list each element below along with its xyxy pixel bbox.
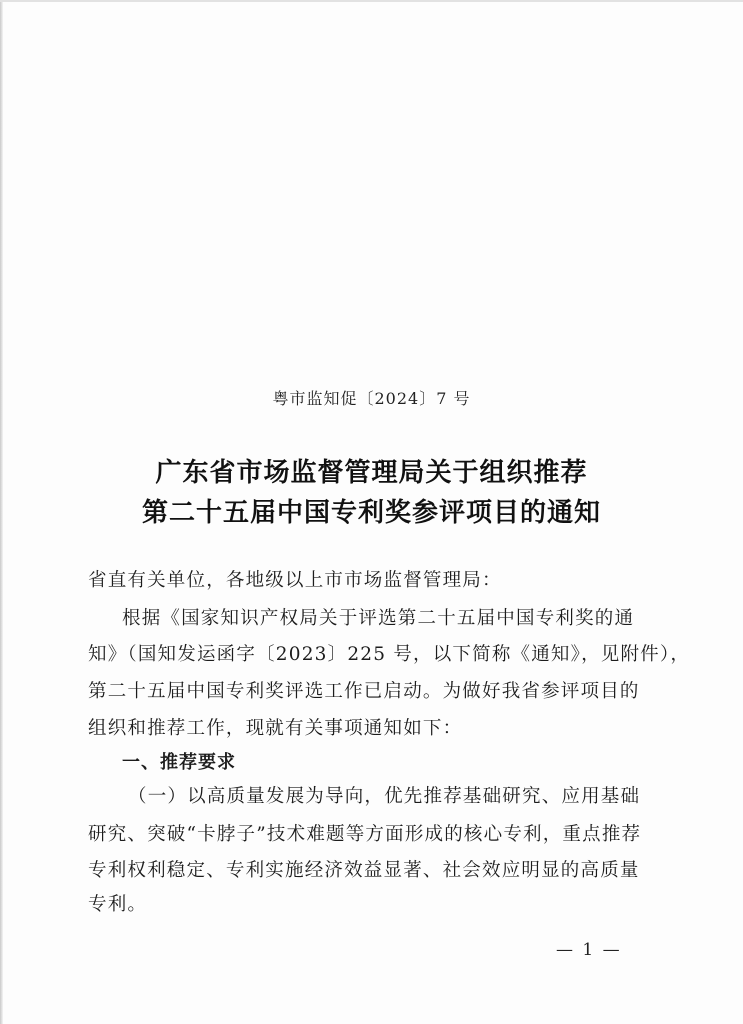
paragraph-1-line-1: 根据《国家知识产权局关于评选第二十五届中国专利奖的通 <box>122 608 635 629</box>
salutation: 省直有关单位，各地级以上市市场监督管理局： <box>88 570 502 591</box>
paragraph-1-line-2: 知》（国知发运函字〔2023〕225 号，以下简称《通知》，见附件）， <box>88 644 691 665</box>
document-title-line-2: 第二十五届中国专利奖参评项目的通知 <box>141 498 601 528</box>
scan-edge-top <box>0 0 743 2</box>
document-number: 粤市监知促〔2024〕7 号 <box>272 389 471 408</box>
paragraph-2-line-4: 专利。 <box>88 894 148 915</box>
paragraph-2-line-2: 研究、突破“卡脖子”技术难题等方面形成的核心专利，重点推荐 <box>88 824 642 845</box>
paragraph-2-line-1: （一）以高质量发展为导向，优先推荐基础研究、应用基础 <box>128 786 641 807</box>
document-title-line-1: 广东省市场监督管理局关于组织推荐 <box>155 458 588 488</box>
paragraph-1-line-3: 第二十五届中国专利奖评选工作已启动。为做好我省参评项目的 <box>88 681 640 702</box>
paragraph-1-line-4: 组织和推荐工作，现就有关事项通知如下： <box>88 718 463 739</box>
section-heading: 一、推荐要求 <box>122 752 236 773</box>
page-number: — 1 — <box>556 940 622 960</box>
paragraph-2-line-3: 专利权利稳定、专利实施经济效益显著、社会效应明显的高质量 <box>88 860 640 881</box>
